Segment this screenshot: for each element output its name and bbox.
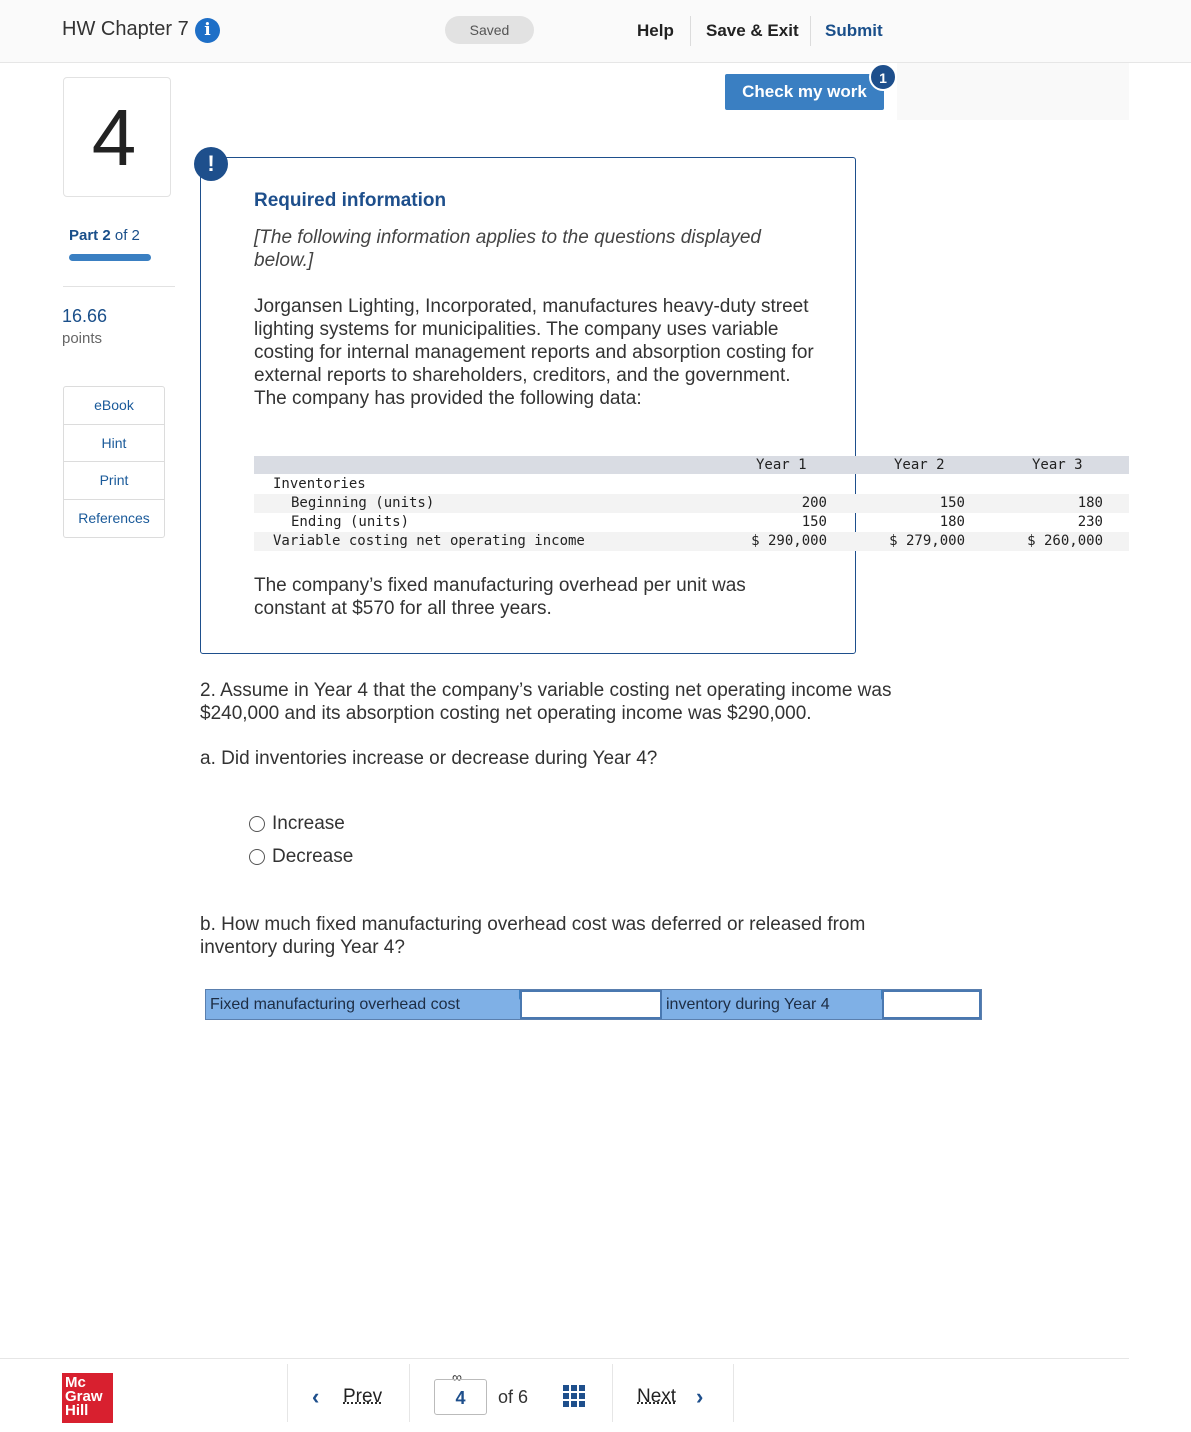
table-header-year-2: Year 2 (894, 457, 945, 473)
answer-row (205, 989, 982, 1020)
question-text: 2. Assume in Year 4 that the company’s variable costing net operating income was $240,000 and its absorption costing net operating income was $290,000. (200, 680, 892, 724)
submit-link[interactable]: Submit (825, 21, 883, 40)
table-row (254, 513, 1129, 532)
amount-input[interactable] (882, 990, 981, 1019)
cell-value: $ 279,000 (889, 533, 965, 549)
logo-line: Graw (65, 1388, 103, 1405)
deferred-released-select[interactable] (520, 990, 662, 1019)
info-icon[interactable]: i (195, 18, 220, 43)
cell-value: 230 (1077, 514, 1103, 530)
references-button[interactable]: References (78, 509, 150, 526)
answer-label-1-text: Fixed manufacturing overhead cost (210, 996, 460, 1013)
footer-separator (409, 1364, 410, 1422)
radio-button[interactable] (249, 816, 265, 832)
sidebar-tools (63, 386, 165, 538)
current-page-indicator[interactable]: 4 (434, 1379, 487, 1415)
table-row (254, 476, 1129, 495)
question-number: 4 (91, 93, 137, 182)
row-label: Inventories (273, 476, 366, 492)
page-total: of 6 (498, 1387, 529, 1407)
question-part-b: b. How much fixed manufacturing overhead cost was deferred or released from inventory during Year 4? (200, 914, 866, 958)
cell-value: 180 (939, 514, 965, 530)
footer-divider (0, 1358, 1129, 1359)
footer-separator (612, 1364, 613, 1422)
next-button[interactable]: Next (637, 1386, 677, 1407)
header-divider (810, 16, 811, 46)
print-button[interactable]: Print (64, 462, 164, 500)
cell-value: 200 (801, 495, 827, 511)
part-progress-bar (69, 254, 151, 261)
answer-label-2-text: inventory during Year 4 (666, 996, 830, 1013)
prev-button[interactable]: Prev (343, 1386, 383, 1407)
points-value: 16.66 (62, 306, 108, 326)
chevron-left-icon[interactable]: ‹ (312, 1384, 320, 1409)
logo-line: Hill (65, 1402, 89, 1419)
part-total: of 2 (114, 227, 140, 244)
cell-value: 150 (801, 514, 827, 530)
table-row (254, 494, 1129, 513)
table-header-year-1: Year 1 (756, 457, 807, 473)
option-decrease[interactable] (249, 845, 353, 869)
required-info-title: Required information (254, 190, 447, 211)
option-increase[interactable] (249, 812, 345, 836)
ebook-button[interactable]: eBook (64, 387, 164, 425)
cell-value: $ 260,000 (1027, 533, 1103, 549)
logo-line: Mc (65, 1374, 86, 1391)
help-link[interactable]: Help (637, 21, 674, 40)
answer-label-2 (662, 990, 882, 1019)
answer-label-1 (206, 990, 520, 1019)
row-label: Beginning (units) (291, 495, 435, 511)
row-label: Ending (units) (291, 514, 410, 530)
header-divider (690, 16, 691, 46)
option-label: Increase (272, 813, 345, 834)
table-header-row (254, 456, 1129, 474)
part-prefix: Part (69, 227, 99, 244)
save-exit-link[interactable]: Save & Exit (706, 21, 799, 40)
saved-status-badge: Saved (445, 16, 534, 44)
footer-separator (733, 1364, 734, 1422)
link-icon: ∞ (452, 1369, 462, 1385)
part-current: 2 (102, 227, 111, 244)
check-count-badge: 1 (869, 63, 897, 91)
question-number-card (63, 77, 171, 197)
footer-separator (287, 1364, 288, 1422)
row-label: Variable costing net operating income (273, 533, 585, 549)
chevron-right-icon[interactable]: › (696, 1384, 704, 1409)
required-info-subtitle: [The following information applies to the questions displayed below.] (254, 227, 761, 271)
cell-value: 180 (1077, 495, 1103, 511)
assignment-title: HW Chapter 7 (62, 18, 189, 40)
question-part-a: a. Did inventories increase or decrease during Year 4? (200, 748, 658, 769)
hint-button[interactable]: Hint (64, 425, 164, 463)
sidebar-divider (63, 286, 175, 287)
alert-icon: ! (194, 147, 228, 181)
table-header-year-3: Year 3 (1032, 457, 1083, 473)
points-label: points (62, 330, 103, 347)
option-label: Decrease (272, 846, 354, 867)
required-info-footer: The company’s fixed manufacturing overhead per unit was constant at $570 for all three years. (254, 575, 746, 619)
check-my-work-button[interactable]: Check my work (725, 74, 884, 110)
check-panel (897, 63, 1129, 120)
cell-value: 150 (939, 495, 965, 511)
radio-button[interactable] (249, 849, 265, 865)
part-indicator (69, 227, 140, 244)
required-info-body: Jorgansen Lighting, Incorporated, manufactures heavy-duty street lighting systems for municipalities. The company uses variable costing for internal management reports and absorption costing for external reports to shareholders, creditors, and the government. The company has provided the following data: (254, 296, 814, 409)
table-row (254, 532, 1129, 551)
grid-icon[interactable] (563, 1385, 585, 1407)
mcgraw-hill-logo (62, 1373, 113, 1423)
cell-value: $ 290,000 (751, 533, 827, 549)
